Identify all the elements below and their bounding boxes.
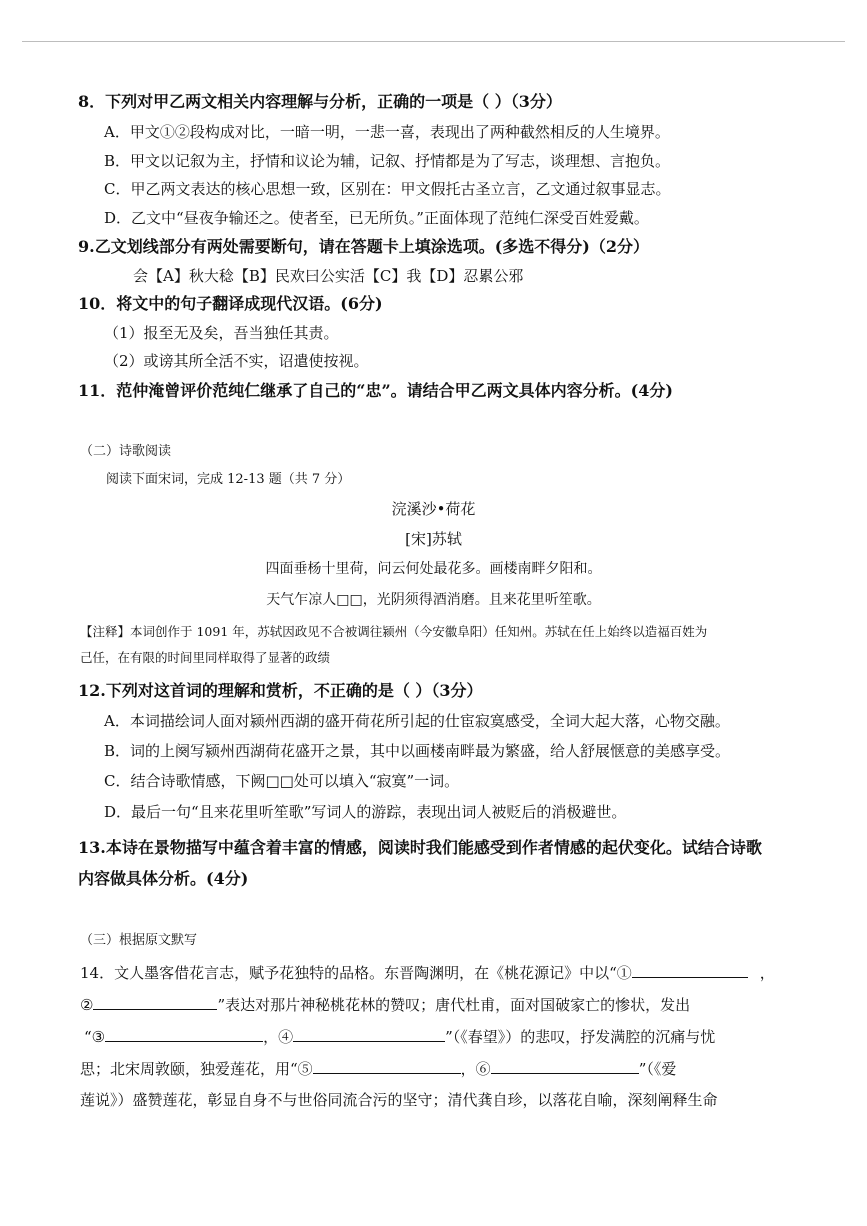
q12-option-c: C．结合诗歌情感，下阙□□处可以填入“寂寞”一词。 (104, 772, 460, 790)
blank-5[interactable] (313, 1058, 461, 1074)
q8-option-b: B．甲文以记叙为主，抒情和议论为辅，记叙、抒情都是为了写志，谈理想、言抱负。 (104, 152, 671, 170)
q8-option-d: D．乙文中“昼夜争输还之。使者至，已无所负。”正面体现了范纯仁深受百姓爱戴。 (104, 209, 649, 227)
blank-2[interactable] (93, 994, 217, 1010)
q12-option-a: A．本词描绘词人面对颍州西湖的盛开荷花所引起的仕宦寂寞感受，全词大起大落，心物交融。 (104, 712, 730, 730)
q8-option-a: A．甲文①②段构成对比，一暗一明，一悲一喜，表现出了两种截然相反的人生境界。 (104, 123, 670, 141)
q14-line-1-end: ， (759, 964, 775, 982)
poem-title: 浣溪沙•荷花 (391, 500, 476, 518)
q14-line-3-end: ”（《春望》）的悲叹，抒发满腔的沉痛与忧 (445, 1028, 716, 1046)
q14-line-3 (84, 1026, 715, 1047)
q14-line-2-text: ”表达对那片神秘桃花林的赞叹；唐代杜甫，面对国破家亡的惨状，发出 (217, 996, 691, 1014)
q13-line-1: 13.本诗在景物描写中蕴含着丰富的情感，阅读时我们能感受到作者情感的起伏变化。试结合诗歌 (78, 838, 762, 857)
q14-line-4-start: 思；北宋周敦颐，独爱莲花，用“⑤ (80, 1060, 313, 1078)
q8-stem: 8．下列对甲乙两文相关内容理解与分析，正确的一项是（ ）（3分） (78, 92, 562, 111)
section3-heading: （三）根据原文默写 (80, 933, 198, 948)
blank-6[interactable] (491, 1058, 639, 1074)
q13-line-2: 内容做具体分析。(4分) (78, 869, 249, 888)
top-divider (22, 41, 845, 42)
blank-3[interactable] (105, 1026, 263, 1042)
poem-intro: 阅读下面宋词，完成 12-13 题（共 7 分） (106, 472, 351, 487)
q14-line-1 (80, 962, 775, 983)
section2-heading: （二）诗歌阅读 (80, 444, 172, 459)
q12-stem: 12.下列对这首词的理解和赏析，不正确的是（ ）（3分） (78, 681, 483, 700)
poem-note-1: 【注释】本词创作于 1091 年，苏轼因政见不合被调往颍州（今安徽阜阳）任知州。苏轼在任上始终以造福百姓为 (80, 624, 708, 639)
poem-note-2: 己任，在有限的时间里同样取得了显著的政绩 (80, 650, 331, 665)
q10-sentence-1: （1）报至无及矣，吾当独任其责。 (104, 324, 339, 342)
blank-1[interactable] (632, 962, 748, 978)
q14-line-4-end: ”（《爱 (638, 1060, 677, 1078)
q14-line-4-mid: ，⑥ (460, 1060, 491, 1078)
q14-line-2-start: ② (80, 996, 94, 1014)
q14-line-3-mid: ，④ (263, 1028, 294, 1046)
q9-stem: 9.乙文划线部分有两处需要断句，请在答题卡上填涂选项。(多选不得分)（2分） (78, 237, 649, 256)
q12-option-b: B．词的上阕写颍州西湖荷花盛开之景，其中以画楼南畔最为繁盛，给人舒展惬意的美感享受。 (104, 742, 731, 760)
q9-options: 会【A】秋大稔【B】民欢曰公实活【C】我【D】忍累公邪 (133, 267, 524, 285)
q10-sentence-2: （2）或谤其所全活不实，诏遣使按视。 (104, 352, 369, 370)
q12-option-d: D．最后一句“且来花里听笙歌”写词人的游踪，表现出词人被贬后的消极避世。 (104, 803, 627, 821)
q14-line-5: 莲说》）盛赞莲花，彰显自身不与世俗同流合污的坚守；清代龚自珍，以落花自喻，深刻阐释生命 (80, 1091, 718, 1109)
q8-option-c: C．甲乙两文表达的核心思想一致，区别在：甲文假托古圣立言，乙文通过叙事显志。 (104, 180, 671, 198)
q14-line-3-start: “③ (84, 1028, 106, 1046)
poem-author: [宋]苏轼 (405, 530, 462, 548)
q11-stem: 11．范仲淹曾评价范纯仁继承了自己的“忠”。请结合甲乙两文具体内容分析。(4分) (78, 381, 673, 400)
blank-4[interactable] (293, 1026, 445, 1042)
q14-line-2 (80, 994, 690, 1015)
poem-line-2: 天气乍凉人□□，光阴须得酒消磨。且来花里听笙歌。 (266, 592, 601, 608)
q14-line-4 (80, 1058, 676, 1079)
q14-line-1-text: 14．文人墨客借花言志，赋予花独特的品格。东晋陶渊明，在《桃花源记》中以“① (80, 964, 632, 982)
q10-stem: 10．将文中的句子翻译成现代汉语。(6分) (78, 294, 383, 313)
poem-line-1: 四面垂杨十里荷，问云何处最花多。画楼南畔夕阳和。 (265, 561, 602, 577)
